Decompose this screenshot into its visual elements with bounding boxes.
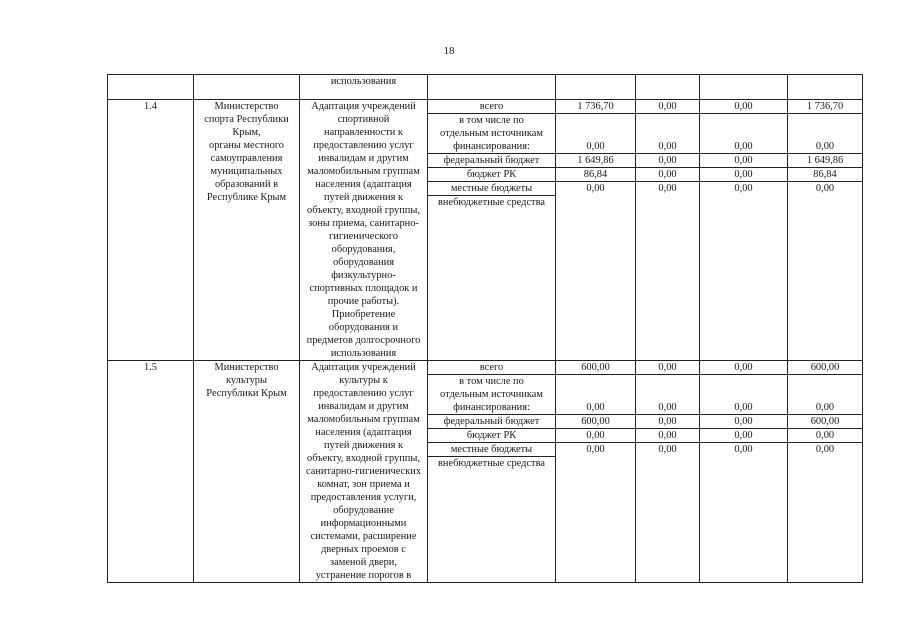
description-line: Приобретение (331, 309, 396, 320)
description-line: объекту, входной группы, (307, 453, 420, 464)
cell-value (556, 361, 636, 583)
breakdown-spacer (638, 114, 697, 140)
cell-value (556, 75, 636, 100)
description-line: устранение порогов в (315, 570, 412, 581)
value-breakdown: 0,00 (734, 141, 753, 152)
cell-value (788, 75, 863, 100)
value-source: 0,00 (734, 416, 753, 427)
value-source: 0,00 (815, 430, 835, 441)
value-source: 600,00 (810, 416, 840, 427)
value-breakdown: 0,00 (658, 402, 677, 413)
breakdown-spacer (638, 375, 697, 401)
description-line: оборудования и (328, 322, 399, 333)
breakdown-spacer (558, 114, 633, 140)
description-line: использования (330, 76, 397, 87)
value-source: 0,00 (734, 444, 753, 455)
executor-line: Республики Крым (206, 388, 287, 399)
cell-number (108, 100, 194, 361)
value-total: 0,00 (658, 101, 677, 112)
breakdown-spacer (790, 114, 860, 140)
description-line: Адаптация учреждений (311, 101, 416, 112)
breakdown-spacer (702, 114, 785, 140)
value-source: 600,00 (581, 416, 610, 427)
description-line: предоставлению услуг (313, 388, 414, 399)
value-breakdown: 0,00 (815, 402, 835, 413)
value-source: 0,00 (658, 155, 677, 166)
value-source: 0,00 (586, 444, 605, 455)
source-label: внебюджетные средства (438, 458, 545, 469)
cell-value (556, 100, 636, 361)
cell-source (428, 75, 556, 100)
executor-line: органы местного (209, 140, 284, 151)
value-source: 0,00 (734, 155, 753, 166)
value-source: 0,00 (658, 444, 677, 455)
table-row (108, 100, 863, 361)
value-total: 0,00 (658, 362, 677, 373)
value-total: 1 736,70 (806, 101, 844, 112)
description-line: предметов долгосрочного (306, 335, 421, 346)
cell-source (428, 100, 556, 361)
value-breakdown: 0,00 (586, 141, 605, 152)
description-line: информационными (320, 518, 407, 529)
description-line: санитарно-гигиенических (305, 466, 422, 477)
value-breakdown: 0,00 (586, 402, 605, 413)
value-source: 0,00 (815, 183, 835, 194)
description-line: предоставлению услуг (313, 140, 414, 151)
value-total: 600,00 (810, 362, 840, 373)
cell-description (300, 361, 428, 583)
source-label: местные бюджеты (450, 183, 533, 194)
value-source: 0,00 (658, 183, 677, 194)
value-source: 0,00 (658, 430, 677, 441)
description-line: путей движения к (323, 440, 404, 451)
value-total: 600,00 (581, 362, 610, 373)
value-source: 0,00 (815, 444, 835, 455)
value-source: 0,00 (734, 430, 753, 441)
description-line: оборудования, (331, 244, 396, 255)
source-label: внебюджетные средства (438, 197, 545, 208)
cell-value (700, 75, 788, 100)
source-breakdown-header: финансирования: (453, 402, 530, 413)
breakdown-spacer (702, 375, 785, 401)
description-line: направленности к (324, 127, 403, 138)
executor-line: культуры (226, 375, 267, 386)
cell-value (788, 100, 863, 361)
source-total-label: всего (479, 362, 504, 373)
executor-line: образований в (214, 179, 279, 190)
breakdown-spacer (790, 375, 860, 401)
description-line: оборудование (333, 505, 394, 516)
cell-executor (194, 361, 300, 583)
cell-description (300, 75, 428, 100)
source-label: федеральный бюджет (443, 416, 540, 427)
value-total: 1 736,70 (577, 101, 614, 112)
description-line: использования (330, 348, 397, 359)
value-total: 0,00 (734, 362, 753, 373)
cell-description (300, 100, 428, 361)
description-line: маломобильным группам (307, 166, 420, 177)
source-breakdown-header: финансирования: (453, 141, 530, 152)
source-label: федеральный бюджет (443, 155, 540, 166)
cell-value (636, 100, 700, 361)
cell-value (700, 361, 788, 583)
source-breakdown-header: в том числе по (459, 376, 524, 387)
executor-line: Министерство (214, 101, 279, 112)
description-line: населения (адаптация (315, 427, 412, 438)
executor-line: Крым, (232, 127, 261, 138)
value-source: 1 649,86 (577, 155, 614, 166)
description-line: путей движения к (323, 192, 404, 203)
description-line: гигиенического (329, 231, 398, 242)
cell-source (428, 361, 556, 583)
table-row-continuation (108, 75, 863, 100)
description-line: инвалидам и другим (318, 153, 409, 164)
executor-line: Республике Крым (206, 192, 287, 203)
description-line: спортивной (337, 114, 390, 125)
source-label: бюджет РК (466, 169, 517, 180)
executor-line: Министерство (214, 362, 279, 373)
source-breakdown-header: в том числе по (459, 115, 524, 126)
description-line: дверных проемов с (321, 544, 406, 555)
value-breakdown: 0,00 (734, 402, 753, 413)
value-source: 0,00 (658, 169, 677, 180)
value-source: 1 649,86 (806, 155, 844, 166)
cell-value (700, 100, 788, 361)
value-source: 0,00 (586, 183, 605, 194)
program-table (107, 74, 863, 583)
cell-number (108, 361, 194, 583)
value-source: 0,00 (658, 416, 677, 427)
description-line: физкультурно- (331, 270, 396, 281)
value-source: 0,00 (734, 169, 753, 180)
value-source: 0,00 (734, 183, 753, 194)
cell-executor (194, 100, 300, 361)
source-breakdown-header: отдельным источникам (440, 389, 543, 400)
row-number: 1.5 (144, 362, 157, 373)
executor-line: самоуправления (210, 153, 283, 164)
source-total-label: всего (479, 101, 504, 112)
value-breakdown: 0,00 (815, 141, 835, 152)
description-line: культуры к (339, 375, 388, 386)
value-source: 86,84 (583, 169, 608, 180)
cell-value (788, 361, 863, 583)
source-label: местные бюджеты (450, 444, 533, 455)
description-line: спортивных площадок и (309, 283, 418, 294)
description-line: маломобильным группам (307, 414, 420, 425)
cell-value (636, 361, 700, 583)
value-total: 0,00 (734, 101, 753, 112)
executor-line: спорта Республики (204, 114, 289, 125)
source-label: бюджет РК (466, 430, 517, 441)
description-line: зоны приема, санитарно- (308, 218, 419, 229)
description-line: населения (адаптация (315, 179, 412, 190)
description-line: заменой двери, (330, 557, 397, 568)
table-row (108, 361, 863, 583)
executor-line: муниципальных (210, 166, 283, 177)
value-source: 86,84 (813, 169, 837, 180)
breakdown-spacer (558, 375, 633, 401)
description-line: предоставления услуги, (310, 492, 417, 503)
cell-executor (194, 75, 300, 100)
description-line: комнат, зон приема и (317, 479, 410, 490)
description-line: оборудования (332, 257, 395, 268)
source-breakdown-header: отдельным источникам (440, 128, 543, 139)
value-source: 0,00 (586, 430, 605, 441)
cell-number (108, 75, 194, 100)
page-number: 18 (443, 45, 455, 57)
cell-value (636, 75, 700, 100)
description-line: Адаптация учреждений (311, 362, 416, 373)
value-breakdown: 0,00 (658, 141, 677, 152)
description-line: прочие работы). (327, 296, 400, 307)
description-line: системами, расширение (310, 531, 417, 542)
row-number: 1.4 (144, 101, 157, 112)
description-line: объекту, входной группы, (307, 205, 420, 216)
description-line: инвалидам и другим (318, 401, 409, 412)
